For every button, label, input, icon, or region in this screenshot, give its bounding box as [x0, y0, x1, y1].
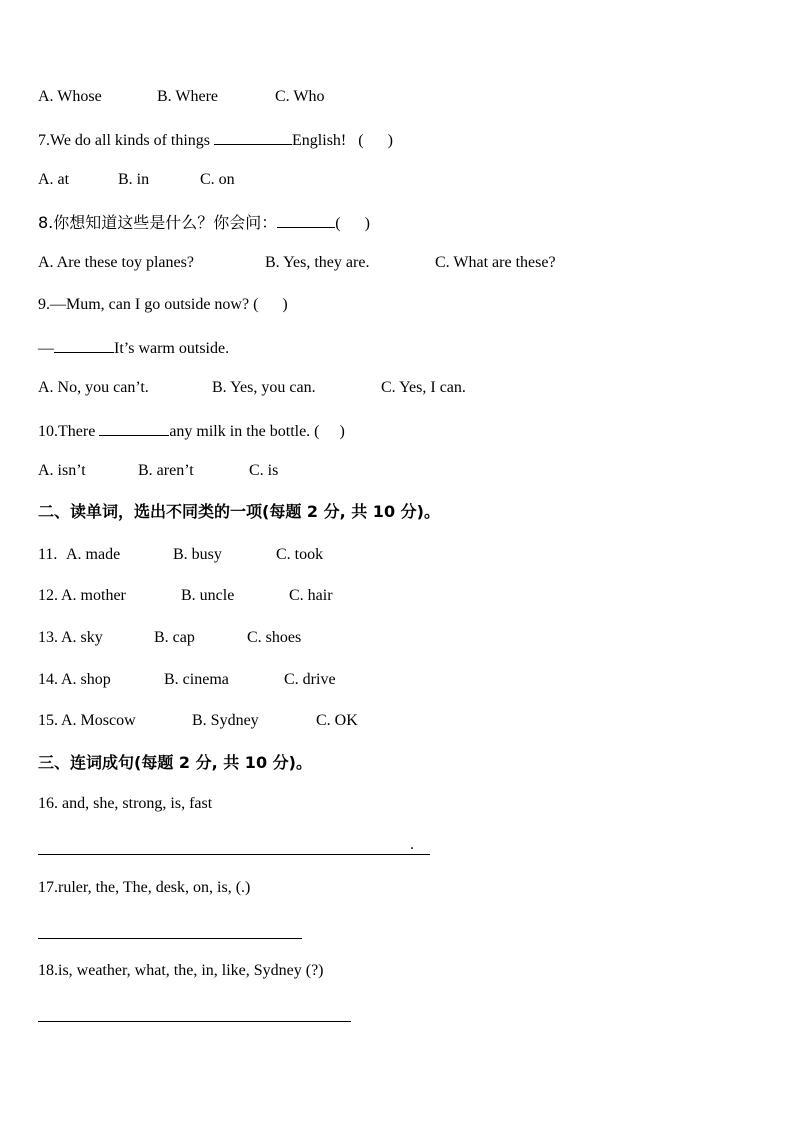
q10-option-a[interactable]: A. isn’t	[38, 462, 86, 479]
q10-blank[interactable]	[99, 420, 169, 436]
q14-option-a[interactable]: A. shop	[61, 671, 111, 688]
q8-option-b[interactable]: B. Yes, they are.	[265, 254, 370, 271]
q6-option-b[interactable]: B. Where	[157, 88, 219, 105]
q10-option-c[interactable]: C. is	[249, 462, 279, 479]
q15-option-a[interactable]: A. Moscow	[61, 712, 136, 729]
q15-option-c[interactable]: C. OK	[316, 712, 358, 729]
q7-answer-paren[interactable]: ( )	[358, 132, 393, 149]
q10-text-post: any milk in the bottle. ( )	[169, 423, 345, 440]
q11-option-b[interactable]: B. busy	[173, 546, 222, 563]
q9-option-c[interactable]: C. Yes, I can.	[381, 379, 466, 396]
q10-question	[38, 420, 345, 442]
q11-number: 11.	[38, 546, 58, 563]
q13-number: 13.	[38, 629, 58, 646]
q10-text-pre: 10.There	[38, 423, 100, 440]
q9-text-post: It’s warm outside.	[114, 340, 230, 357]
q7-blank[interactable]	[214, 129, 292, 145]
q16-answer-line[interactable]	[38, 853, 430, 855]
q18-words: 18.is, weather, what, the, in, like, Sydney (?)	[38, 962, 324, 979]
q11-option-c[interactable]: C. took	[276, 546, 324, 563]
q15-number: 15.	[38, 712, 58, 729]
q9-question	[38, 295, 288, 315]
q13-option-b[interactable]: B. cap	[154, 629, 195, 646]
q11-option-a[interactable]: A. made	[66, 546, 121, 563]
q9-dash: —	[38, 340, 54, 357]
q18-answer-line[interactable]	[38, 1020, 351, 1022]
q12-option-a[interactable]: A. mother	[61, 587, 126, 604]
q7-option-a[interactable]: A. at	[38, 171, 70, 188]
q8-blank[interactable]	[277, 212, 335, 228]
q17-words: 17.ruler, the, The, desk, on, is, (.)	[38, 879, 251, 896]
q9-option-a[interactable]: A. No, you can’t.	[38, 379, 149, 396]
q8-question	[38, 212, 370, 234]
q17-answer-line[interactable]	[38, 937, 302, 939]
q8-answer-paren[interactable]: ( )	[335, 215, 370, 232]
q12-option-c[interactable]: C. hair	[289, 587, 333, 604]
q6-option-c[interactable]: C. Who	[275, 88, 325, 105]
q14-option-c[interactable]: C. drive	[284, 671, 336, 688]
q7-option-c[interactable]: C. on	[200, 171, 235, 188]
section-2-title: 二、读单词，选出不同类的一项(每题 2 分, 共 10 分)。	[38, 502, 440, 521]
q7-question	[38, 129, 393, 151]
q10-option-b[interactable]: B. aren’t	[138, 462, 194, 479]
q12-option-b[interactable]: B. uncle	[181, 587, 235, 604]
q9-option-b[interactable]: B. Yes, you can.	[212, 379, 316, 396]
q8-option-a[interactable]: A. Are these toy planes?	[38, 254, 194, 271]
q9-text: 9.—Mum, can I go outside now? ( )	[38, 296, 288, 313]
q9-response	[38, 337, 229, 359]
q9-blank[interactable]	[54, 337, 114, 353]
q6-option-a[interactable]: A. Whose	[38, 88, 102, 105]
q7-text-post: English!	[292, 132, 347, 149]
q8-option-c[interactable]: C. What are these?	[435, 254, 556, 271]
q12-number: 12.	[38, 587, 58, 604]
q13-option-c[interactable]: C. shoes	[247, 629, 302, 646]
q14-option-b[interactable]: B. cinema	[164, 671, 229, 688]
q14-number: 14.	[38, 671, 58, 688]
q7-text-pre: 7.We do all kinds of things	[38, 132, 215, 149]
q8-text: 8.你想知道这些是什么？你会问：	[38, 213, 278, 232]
section-3-title: 三、连词成句(每题 2 分, 共 10 分)。	[38, 753, 312, 772]
q7-option-b[interactable]: B. in	[118, 171, 150, 188]
q16-words: 16. and, she, strong, is, fast	[38, 795, 213, 812]
q13-option-a[interactable]: A. sky	[61, 629, 103, 646]
q16-period: .	[410, 836, 414, 853]
q15-option-b[interactable]: B. Sydney	[192, 712, 259, 729]
